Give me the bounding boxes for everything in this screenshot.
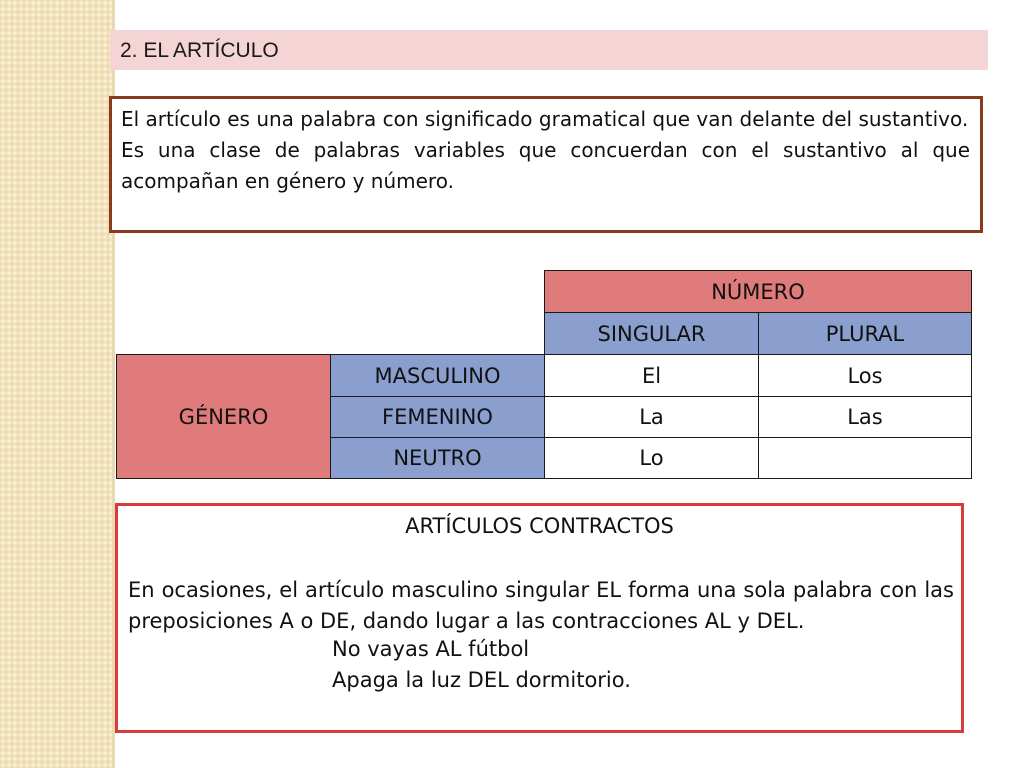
example-line-1: No vayas AL fútbol: [332, 637, 530, 661]
section-title: 2. EL ARTÍCULO: [120, 39, 279, 62]
row-label-masculino: [330, 354, 545, 397]
femenino-singular-cell: [544, 396, 759, 438]
plural-header-label: PLURAL: [825, 321, 905, 346]
definition-paragraph-1: El artículo es una palabra con significado gramatical que van delante del sustantivo.: [121, 107, 969, 131]
neutro-singular-cell: [544, 437, 759, 479]
genero-header-cell: [116, 354, 331, 479]
example-line-2: Apaga la luz DEL dormitorio.: [332, 668, 631, 692]
neutro-label: NEUTRO: [393, 446, 482, 470]
definition-paragraph-2: Es una clase de palabras variables que concuerdan con el sustantivo al que acompañan en género y número.: [121, 138, 970, 193]
row-label-femenino: [330, 396, 545, 438]
femenino-plural-cell: [758, 396, 972, 438]
genero-header-label: GÉNERO: [178, 404, 269, 429]
contracted-articles-title: ARTÍCULOS CONTRACTOS: [405, 514, 674, 538]
definition-box: [109, 96, 983, 233]
masculino-singular-cell: [544, 354, 759, 397]
numero-header-cell: [544, 270, 972, 313]
singular-header-cell: [544, 312, 759, 355]
femenino-plural-value: Las: [847, 405, 883, 429]
neutro-singular-value: Lo: [639, 446, 664, 470]
numero-header-label: NÚMERO: [711, 279, 805, 304]
masculino-singular-value: El: [641, 363, 662, 388]
neutro-plural-cell: [758, 437, 972, 479]
row-label-neutro: [330, 437, 545, 479]
singular-header-label: SINGULAR: [597, 321, 706, 346]
masculino-plural-value: Los: [847, 363, 883, 388]
femenino-singular-value: La: [639, 405, 664, 429]
plural-header-cell: [758, 312, 972, 355]
femenino-label: FEMENINO: [382, 405, 493, 429]
decorative-side-strip: [0, 0, 112, 768]
contracted-articles-box: [115, 503, 964, 733]
masculino-label: MASCULINO: [374, 363, 501, 388]
section-header-bar: [110, 30, 988, 70]
contracted-articles-text: En ocasiones, el artículo masculino singular EL forma una sola palabra con las preposiciones A o DE, dando lugar a las contracciones AL y DEL.: [128, 578, 954, 633]
masculino-plural-cell: [758, 354, 972, 397]
